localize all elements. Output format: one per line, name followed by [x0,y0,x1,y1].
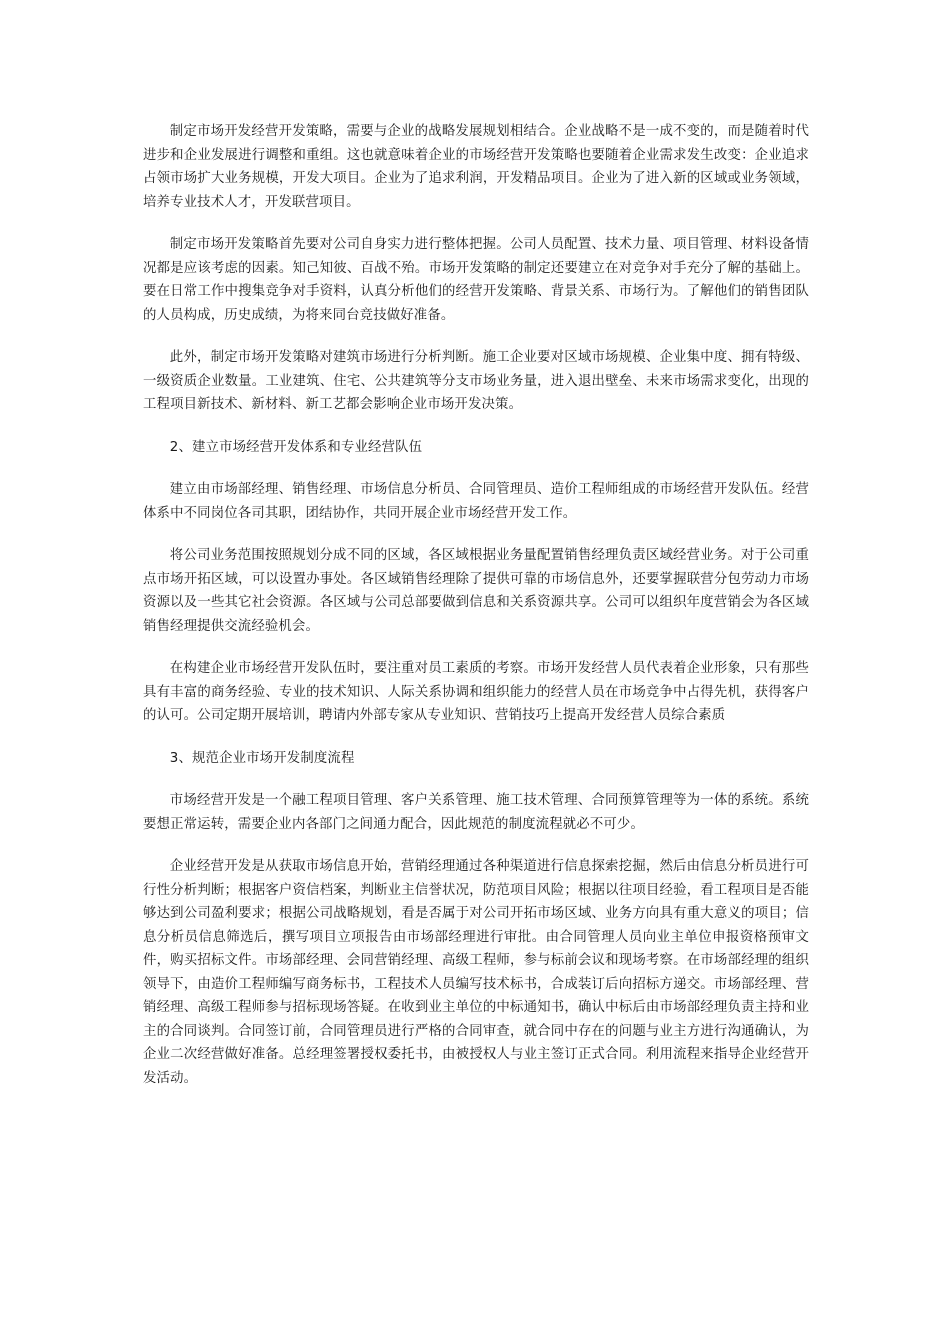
paragraph-market-analysis: 此外，制定市场开发策略对建筑市场进行分析判断。施工企业要对区域市场规模、企业集中度、拥有特级、一级资质企业数量。工业建筑、住宅、公共建筑等分支市场业务量，进入退出壁垒、未来市场需求变化，出现的工程项目新技术、新材料、新工艺都会影响企业市场开发决策。 [143,350,809,412]
section-heading-3: 3、规范企业市场开发制度流程 [169,750,355,766]
paragraph-team-structure: 建立由市场部经理、销售经理、市场信息分析员、合同管理员、造价工程师组成的市场经营开发队伍。经营体系中不同岗位各司其职，团结协作，共同开展企业市场经营开发工作。 [143,482,809,521]
section-heading-2: 2、建立市场经营开发体系和专业经营队伍 [169,439,423,455]
document-body [143,120,809,1109]
paragraph-staff-quality: 在构建企业市场经营开发队伍时，要注重对员工素质的考察。市场开发经营人员代表着企业形象，只有那些具有丰富的商务经验、专业的技术知识、人际关系协调和组织能力的经营人员在市场竞争中占得先机，获得客户的认可。公司定期开展培训，聘请内外部专家从专业知识、营销技巧上提高开发经营人员综合素质 [143,661,809,723]
paragraph-regional-division: 将公司业务范围按照规划分成不同的区域，各区域根据业务量配置销售经理负责区域经营业务。对于公司重点市场开拓区域，可以设置办事处。各区域销售经理除了提供可靠的市场信息外，还要掌握联营分包劳动力市场资源以及一些其它社会资源。各区域与公司总部要做到信息和关系资源共享。公司可以组织年度营销会为各区域销售经理提供交流经验机会。 [143,548,809,634]
paragraph-strategy-alignment: 制定市场开发经营开发策略，需要与企业的战略发展规划相结合。企业战略不是一成不变的，而是随着时代进步和企业发展进行调整和重组。这也就意味着企业的市场经营开发策略也要随着企业需求发生改变：企业追求占领市场扩大业务规模，开发大项目。企业为了追求利润，开发精品项目。企业为了进入新的区域或业务领域，培养专业技术人才，开发联营项目。 [143,124,809,210]
paragraph-self-assessment: 制定市场开发策略首先要对公司自身实力进行整体把握。公司人员配置、技术力量、项目管理、材料设备情况都是应该考虑的因素。知己知彼、百战不殆。市场开发策略的制定还要建立在对竞争对手充分了解的基础上。要在日常工作中搜集竞争对手资料，认真分析他们的经营开发策略、背景关系、市场行为。了解他们的销售团队的人员构成，历史成绩，为将来同台竞技做好准备。 [143,237,809,323]
paragraph-system-overview: 市场经营开发是一个融工程项目管理、客户关系管理、施工技术管理、合同预算管理等为一体的系统。系统要想正常运转，需要企业内各部门之间通力配合，因此规范的制度流程就必不可少。 [143,793,809,832]
paragraph-process-flow: 企业经营开发是从获取市场信息开始，营销经理通过各种渠道进行信息探索挖掘，然后由信息分析员进行可行性分析判断；根据客户资信档案，判断业主信誉状况，防范项目风险；根据以往项目经验，看工程项目是否能够达到公司盈利要求；根据公司战略规划，看是否属于对公司开拓市场区域、业务方向具有重大意义的项目；信息分析员信息筛选后，撰写项目立项报告由市场部经理进行审批。由合同管理人员向业主单位申报资格预审文件，购买招标文件。市场部经理、会同营销经理、高级工程师，参与标前会议和现场考察。在市场部经理的组织领导下，由造价工程师编写商务标书，工程技术人员编写技术标书，合成装订后向招标方递交。市场部经理、营销经理、高级工程师参与招标现场答疑。在收到业主单位的中标通知书，确认中标后由市场部经理负责主持和业主的合同谈判。合同签订前，合同管理员进行严格的合同审查，就合同中存在的问题与业主方进行沟通确认，为企业二次经营做好准备。总经理签署授权委托书，由被授权人与业主签订正式合同。利用流程来指导企业经营开发活动。 [143,859,809,1086]
